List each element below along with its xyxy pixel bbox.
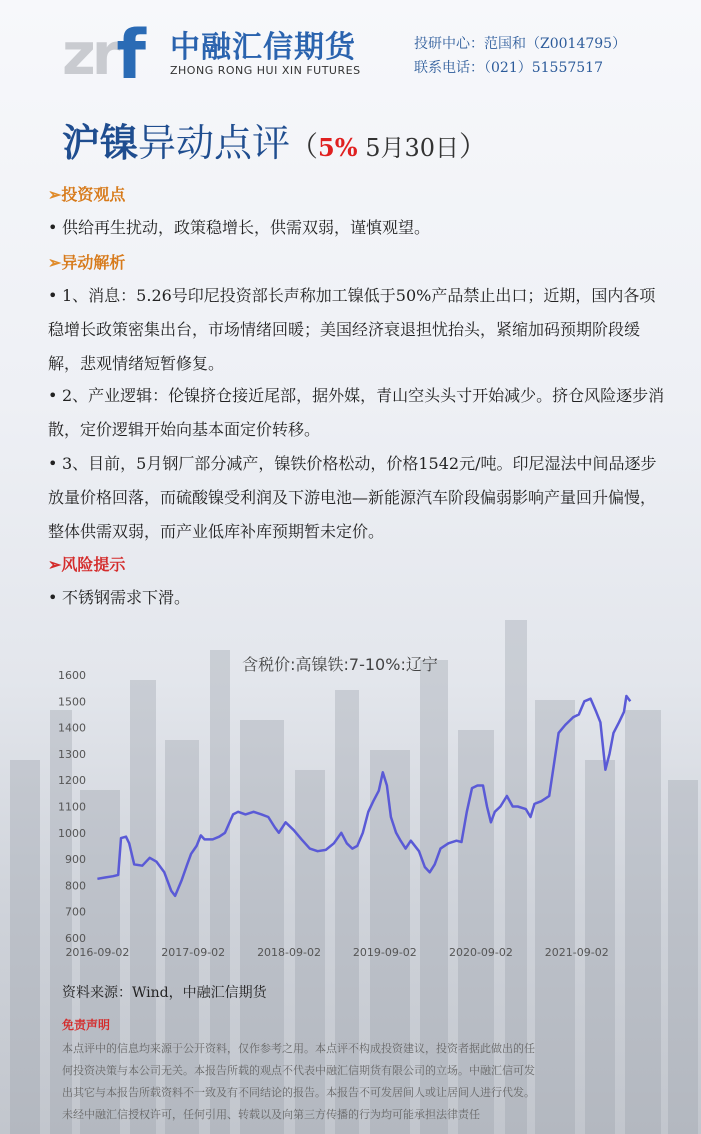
view-paragraph: • 供给再生扰动，政策稳增长，供需双弱，谨慎观望。 (48, 218, 431, 237)
section-heading-view: ➢投资观点 (48, 185, 126, 204)
x-tick-label: 2020-09-02 (448, 946, 513, 959)
y-tick-label: 700 (65, 905, 86, 919)
page-title: 沪镍异动点评（5% 5月30日） (62, 120, 488, 165)
analysis-item-2: • 2、产业逻辑：伦镍挤仓接近尾部，据外媒，青山空头头寸开始减少。挤仓风险逐步消散，定价逻辑开始向基本面定价转移。 (48, 386, 665, 439)
analyst-line: 投研中心：范国和（Z0014795） (414, 36, 627, 52)
contact-info (414, 32, 626, 80)
x-tick-label: 2016-09-02 (65, 946, 130, 959)
y-tick-label: 1200 (58, 774, 86, 788)
arrow-icon: ➢ (48, 555, 62, 574)
disclaimer-text (62, 1038, 642, 1126)
data-source: 资料来源：Wind，中融汇信期货 (62, 985, 267, 1001)
logo-company-name-en: ZHONG RONG HUI XIN FUTURES (170, 64, 361, 77)
y-tick-label: 1000 (58, 826, 86, 840)
y-tick-label: 1500 (58, 695, 86, 709)
analysis-item-3: • 3、目前，5月钢厂部分减产，镍铁价格松动，价格1542元/吨。印尼湿法中间品逐步放量价格回落，而硫酸镍受利润及下游电池—新能源汽车阶段偏弱影响产量回升偏慢，整体供需双弱，而产业低库补库预期暂未定价。 (48, 454, 657, 541)
disclaimer-line: 本点评中的信息均来源于公开资料，仅作参考之用。本点评不构成投资建议，投资者据此做出的任 (62, 1042, 535, 1055)
y-tick-label: 1600 (58, 669, 86, 682)
y-tick-label: 800 (65, 879, 86, 893)
report-date: 5月30日 (357, 134, 459, 162)
x-tick-label: 2021-09-02 (544, 946, 609, 959)
logo-company-name: 中融汇信期货 (170, 30, 356, 65)
y-tick-label: 900 (65, 853, 86, 867)
disclaimer-line: 何投资决策与本公司无关。本报告所载的观点不代表中融汇信期货有限公司的立场。中融汇信可发 (62, 1064, 535, 1077)
arrow-icon: ➢ (48, 253, 62, 272)
chart-title: 含税价:高镍铁:7-10%:辽宁 (242, 655, 438, 674)
risk-paragraph: • 不锈钢需求下滑。 (48, 588, 191, 607)
price-chart (40, 640, 680, 970)
disclaimer-line: 出其它与本报告所载资料不一致及有不同结论的报告。本报告不可发居间人或让居间人进行代发。 (62, 1086, 535, 1099)
y-tick-label: 1100 (58, 800, 86, 814)
y-tick-label: 600 (65, 932, 86, 945)
phone-line: 联系电话：（021）51557517 (414, 60, 603, 76)
analysis-item-1: • 1、消息：5.26号印尼投资部长声称加工镍低于50%产品禁止出口；近期，国内各项稳增长政策密集出台，市场情绪回暖；美国经济衰退担忧抬头，紧缩加码预期阶段缓解，悲观情绪短暂修复。 (48, 286, 656, 373)
series-line (97, 696, 630, 896)
y-tick-label: 1400 (58, 721, 86, 735)
x-tick-label: 2017-09-02 (161, 946, 226, 959)
disclaimer-title: 免责声明 (62, 1018, 111, 1032)
change-percent: 5% (318, 133, 358, 162)
disclaimer-line: 未经中融汇信授权许可，任何引用、转载以及向第三方传播的行为均可能承担法律责任 (62, 1108, 480, 1121)
logo-mark: zrf (62, 16, 142, 95)
x-tick-label: 2018-09-02 (257, 946, 322, 959)
section-heading-risk: ➢风险提示 (48, 555, 126, 574)
arrow-icon: ➢ (48, 185, 62, 204)
y-tick-label: 1300 (58, 747, 86, 761)
section-heading-analysis: ➢异动解析 (48, 253, 126, 272)
x-tick-label: 2019-09-02 (352, 946, 417, 959)
chart-plot (40, 640, 680, 970)
company-logo (62, 12, 382, 95)
